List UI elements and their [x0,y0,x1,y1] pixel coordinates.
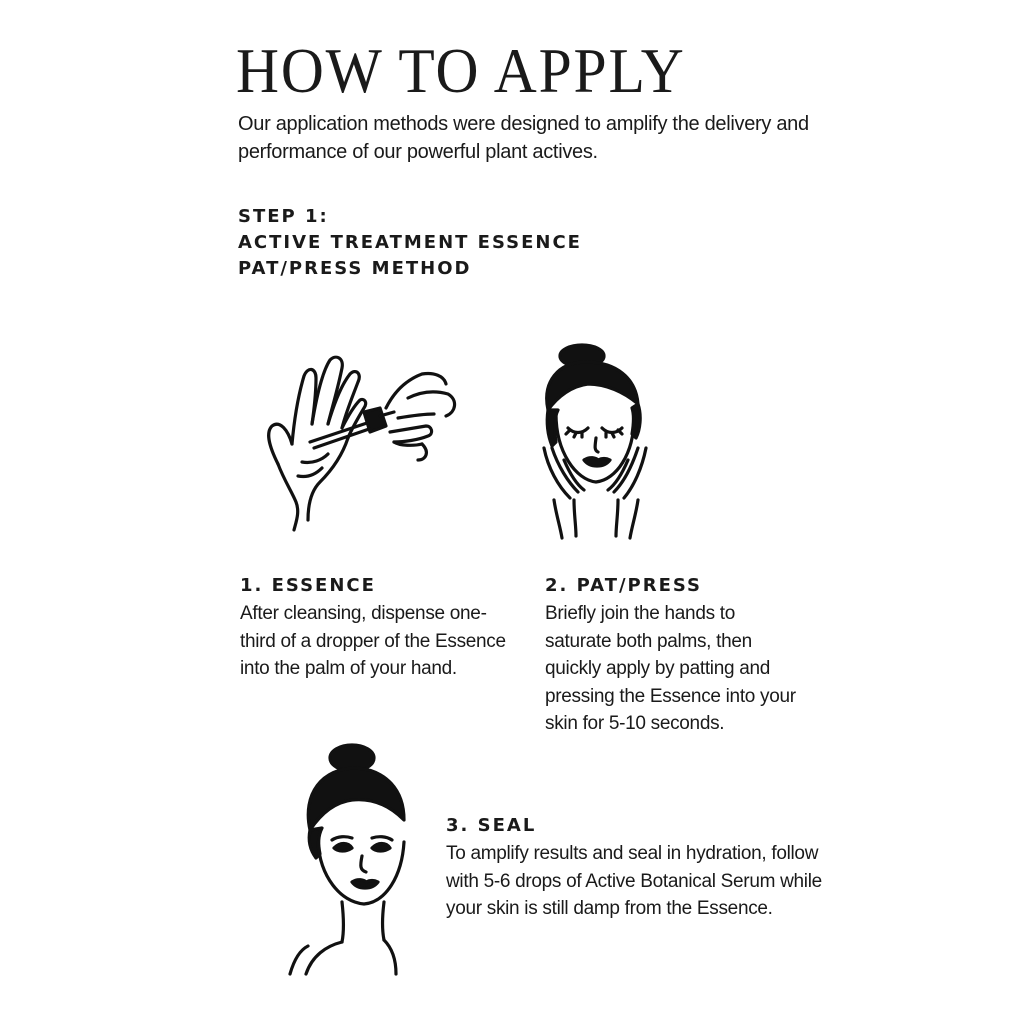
instruction-heading: 1. ESSENCE [240,575,376,596]
page-title: HOW TO APPLY [236,35,686,106]
instruction-heading: 3. SEAL [446,815,537,836]
instruction-text: After cleansing, dispense one-third of a dropper of the Essence into the palm of your hand. [240,603,506,679]
instruction-essence [240,572,520,683]
woman-portrait-icon [286,742,416,974]
instruction-text: Briefly join the hands to saturate both palms, then quickly apply by patting and pressing the Essence into your skin for 5-10 seconds. [545,603,796,734]
step-number: STEP 1: [238,206,329,227]
intro-text: Our application methods were designed to amplify the delivery and performance of our powerful plant actives. [238,113,809,163]
instruction-text: To amplify results and seal in hydration, follow with 5-6 drops of Active Botanical Serum while your skin is still damp from the Essence. [446,843,822,919]
instruction-pat-press [545,572,805,738]
step-heading [238,204,582,282]
instruction-seal [446,812,846,923]
step-product: ACTIVE TREATMENT ESSENCE [238,232,582,253]
step-method: PAT/PRESS METHOD [238,258,472,279]
face-pat-icon [540,342,652,538]
hand-dropper-icon [258,352,464,532]
instruction-heading: 2. PAT/PRESS [545,575,703,596]
